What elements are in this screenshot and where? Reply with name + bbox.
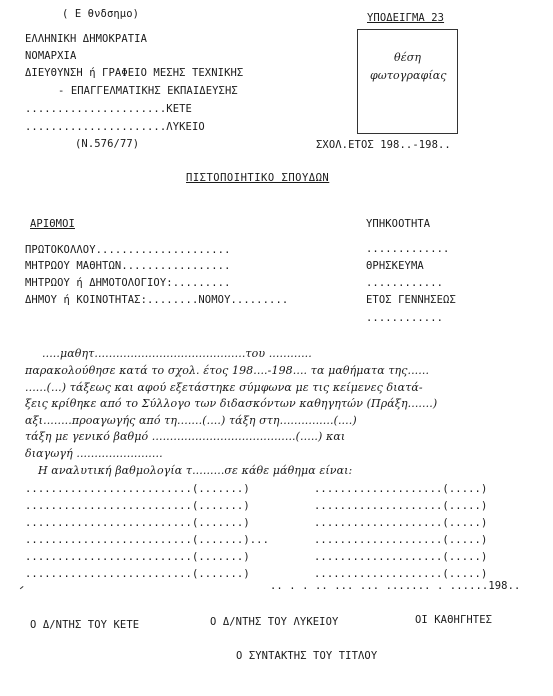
grade-line: ..........................(.......) bbox=[25, 551, 250, 563]
religion-label: ΘΡΗΣΚΕΥΜΑ bbox=[366, 260, 424, 272]
protocol-number: ΠΡΩΤΟΚΟΛΛΟΥ..................... bbox=[25, 244, 231, 256]
school-year: ΣΧΟΛ.ΕΤΟΣ 198..-198.. bbox=[316, 139, 451, 151]
grade-line: ....................(.....) bbox=[314, 517, 488, 529]
body-line: .....μαθητ..........................................του ............ bbox=[42, 347, 312, 360]
grade-line: ....................(.....) bbox=[314, 483, 488, 495]
body-line: αξι........προαγωγής από τη.......(....) τάξη στη...............(....) bbox=[25, 414, 357, 427]
date-line: .. . . .. ... ... ....... . ......198.. bbox=[270, 580, 521, 592]
optional-note: ( Ε θνδσημο) bbox=[62, 8, 140, 20]
issuer-line: ΕΛΛΗΝΙΚΗ ΔΗΜΟΚΡΑΤΙΑ bbox=[25, 33, 148, 45]
grade-line: ..........................(.......) bbox=[25, 568, 250, 580]
municipality-prefecture: ΔΗΜΟΥ ή ΚΟΙΝΟΤΗΤΑΣ:........ΝΟΜΟΥ......... bbox=[25, 294, 289, 306]
nationality-blank: ............. bbox=[366, 243, 450, 255]
photo-label: θέση bbox=[394, 51, 422, 64]
kete-line: ......................ΚΕΤΕ bbox=[25, 103, 192, 115]
issuer-line: ΔΙΕΥΘΥΝΣΗ ή ΓΡΑΦΕΙΟ ΜΕΣΗΣ ΤΕΧΝΙΚΗΣ bbox=[25, 67, 244, 79]
lyceum-line: ......................ΛΥΚΕΙΟ bbox=[25, 121, 205, 133]
grade-line: ..........................(.......) bbox=[25, 517, 250, 529]
grade-line: ....................(.....) bbox=[314, 534, 488, 546]
body-line: διαγωγή ........................ bbox=[25, 447, 163, 460]
issuer-line: ΝΟΜΑΡΧΙΑ bbox=[25, 50, 77, 62]
grade-line: ..........................(.......) bbox=[25, 483, 250, 495]
body-line: ξεις κρίθηκε από το Σύλλογο των διδασκόντων καθηγητών (Πράξη.......) bbox=[25, 397, 438, 410]
grade-line: ....................(.....) bbox=[314, 500, 488, 512]
document-title: ΠΙΣΤΟΠΟΙΗΤΙΚΟ ΣΠΟΥΔΩΝ bbox=[186, 172, 330, 184]
stray-mark bbox=[20, 586, 24, 590]
specimen-label: ΥΠΟΔΕΙΓΜΑ 23 bbox=[367, 12, 445, 24]
grades-intro: Η αναλυτική βαθμολογία τ.........σε κάθε μάθημα είναι: bbox=[38, 464, 353, 477]
teachers-signature: ΟΙ ΚΑΘΗΓΗΤΕΣ bbox=[415, 614, 493, 626]
nationality-heading: ΥΠΗΚΟΟΤΗΤΑ bbox=[366, 218, 431, 230]
kete-director-signature: Ο Δ/ΝΤΗΣ ΤΟΥ ΚΕΤΕ bbox=[30, 619, 140, 631]
issuer-line: - ΕΠΑΓΓΕΛΜΑΤΙΚΗΣ ΕΚΠΑΙΔΕΥΣΗΣ bbox=[58, 85, 238, 97]
grade-line: ....................(.....) bbox=[314, 551, 488, 563]
law-reference: (Ν.576/77) bbox=[75, 138, 140, 150]
lyceum-director-signature: Ο Δ/ΝΤΗΣ ΤΟΥ ΛΥΚΕΙΟΥ bbox=[210, 616, 339, 628]
photo-placeholder-box bbox=[357, 29, 458, 134]
body-line: τάξη με γενικό βαθμό ........................................(.....) και bbox=[25, 430, 346, 443]
grade-line: ..........................(.......)... bbox=[25, 534, 270, 546]
religion-blank: ............ bbox=[366, 277, 444, 289]
body-line: παρακολούθησε κατά το σχολ. έτος 198....-198.... τα μαθήματα της...... bbox=[25, 364, 430, 377]
birth-year-blank: ............ bbox=[366, 312, 444, 324]
grade-line: ..........................(.......) bbox=[25, 500, 250, 512]
registers-heading: ΑΡΙΘΜΟΙ bbox=[30, 218, 75, 230]
photo-label: φωτογραφίας bbox=[370, 69, 447, 82]
grade-line: ....................(.....) bbox=[314, 568, 488, 580]
student-register-number: ΜΗΤΡΩΟΥ ΜΑΘΗΤΩΝ................. bbox=[25, 260, 231, 272]
municipal-register-number: ΜΗΤΡΩΟΥ ή ΔΗΜΟΤΟΛΟΓΙΟΥ:......... bbox=[25, 277, 231, 289]
author-signature: Ο ΣΥΝΤΑΚΤΗΣ ΤΟΥ ΤΙΤΛΟΥ bbox=[236, 650, 378, 662]
body-line: ......(...) τάξεως και αφού εξετάστηκε σύμφωνα με τις κείμενες διατά- bbox=[25, 381, 423, 394]
birth-year-label: ΕΤΟΣ ΓΕΝΝΗΣΕΩΣ bbox=[366, 294, 456, 306]
